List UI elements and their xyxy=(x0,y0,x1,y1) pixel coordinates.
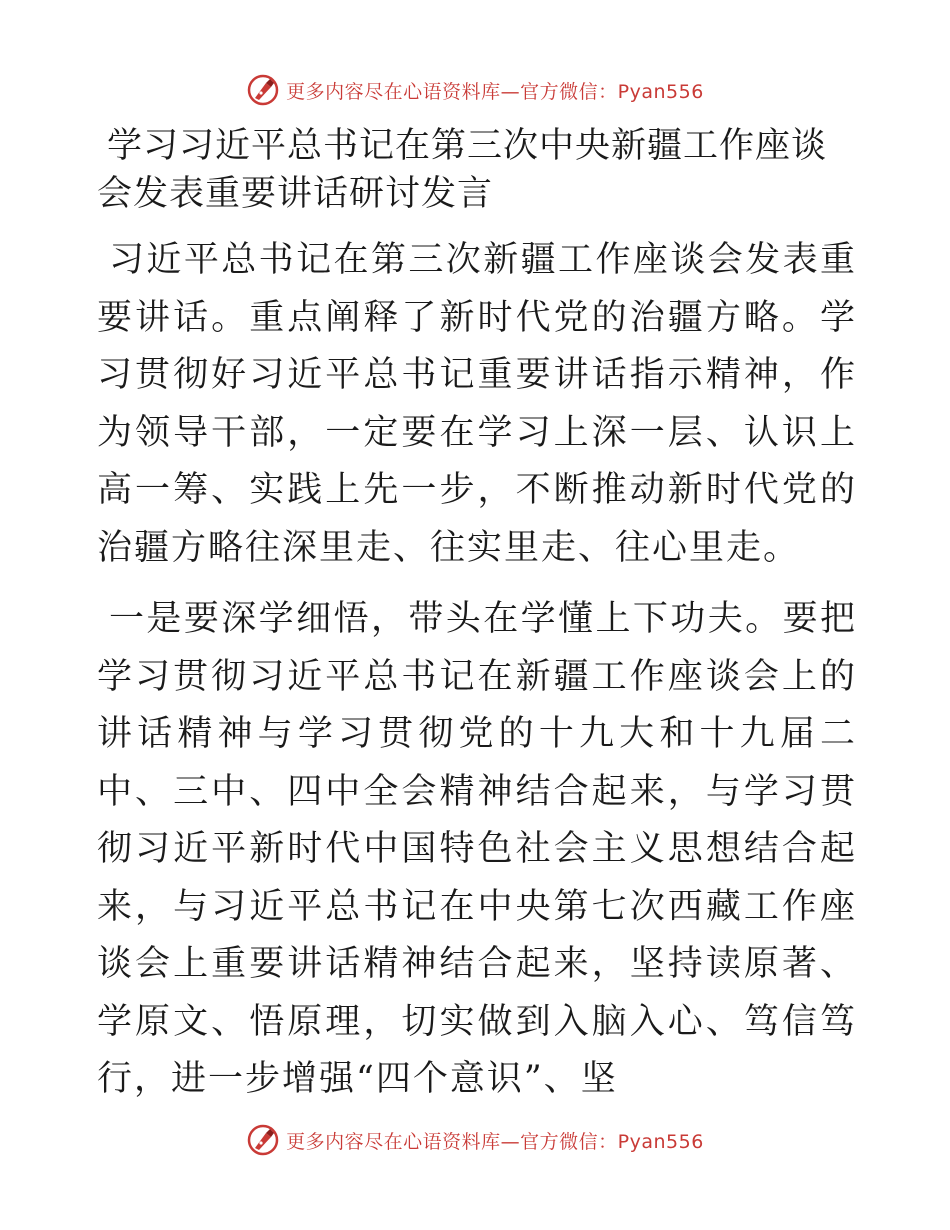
pen-nib-logo-icon xyxy=(246,1123,280,1157)
paragraph-point-one: 一是要深学细悟，带头在学懂上下功夫。要把学习贯彻习近平总书记在新疆工作座谈会上的讲话精神与学习贯彻党的十九大和十九届二中、三中、四中全会精神结合起来，与学习贯彻习近平新时代中国特色社会主义思想结合起来，与习近平总书记在中央第七次西藏工作座谈会上重要讲话精神结合起来，坚持读原著、学原文、悟原理，切实做到入脑入心、笃信笃行，进一步增强“四个意识”、坚 xyxy=(97,599,857,1099)
header-banner-text: 更多内容尽在心语资料库—官方微信：Pyan556 xyxy=(286,80,704,103)
footer-banner xyxy=(0,1120,950,1160)
paragraph-intro: 习近平总书记在第三次新疆工作座谈会发表重要讲话。重点阐释了新时代党的治疆方略。学习贯彻好习近平总书记重要讲话指示精神，作为领导干部，一定要在学习上深一层、认识上高一筹、实践上先一步，不断推动新时代党的治疆方略往深里走、往实里走、往心里走。 xyxy=(97,240,857,568)
footer-banner-text: 更多内容尽在心语资料库—官方微信：Pyan556 xyxy=(286,1130,704,1153)
pen-nib-logo-icon xyxy=(246,73,280,107)
header-banner xyxy=(0,70,950,110)
document-body xyxy=(97,122,857,1109)
document-title: 学习习近平总书记在第三次中央新疆工作座谈会发表重要讲话研讨发言 xyxy=(97,126,828,214)
